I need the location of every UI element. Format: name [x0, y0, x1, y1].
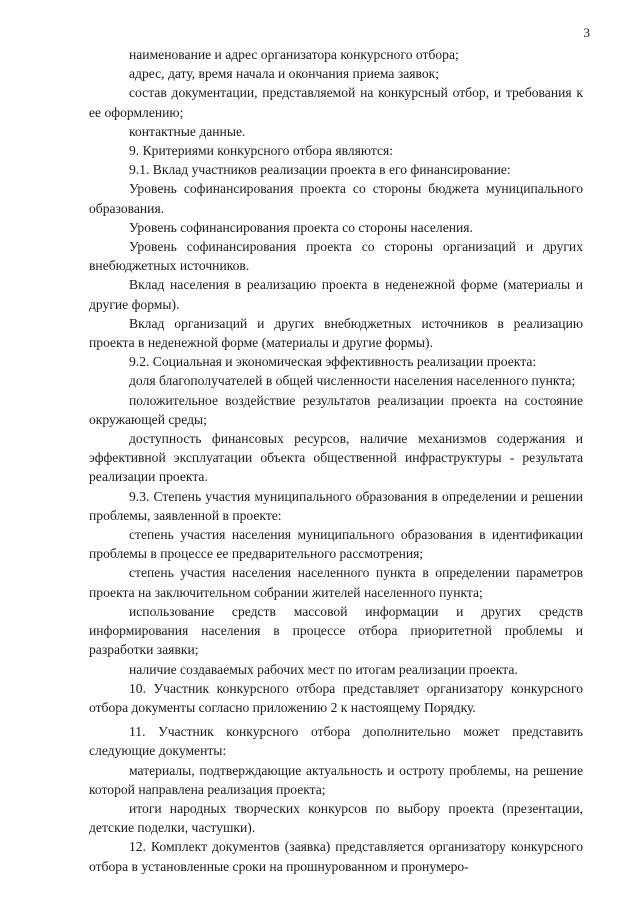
paragraph: Вклад населения в реализацию проекта в неденежной форме (материалы и другие формы). — [89, 277, 583, 312]
document-body — [89, 45, 583, 876]
paragraph: 10. Участник конкурсного отбора представляет организатору конкурсного отбора документы согласно приложению 2 к настоящему Порядку. — [89, 680, 583, 715]
paragraph: Уровень софинансирования проекта со стороны населения. — [129, 219, 473, 235]
paragraph: 11. Участник конкурсного отбора дополнительно может представить следующие документы: — [89, 724, 583, 759]
paragraph: контактные данные. — [129, 123, 246, 139]
paragraph: доступность финансовых ресурсов, наличие механизмов содержания и эффективной эксплуатации объекта общественной инфраструктуры - результата реализации проекта. — [89, 431, 583, 485]
paragraph: 9.1. Вклад участников реализации проекта в его финансирование: — [129, 162, 511, 178]
paragraph: Вклад организаций и других внебюджетных источников в реализацию проекта в неденежной форме (материалы и другие формы). — [89, 315, 583, 351]
paragraph: материалы, подтверждающие актуальность и остроту проблемы, на решение которой направлена реализация проекта; — [89, 762, 583, 797]
page-number: 3 — [583, 25, 590, 40]
paragraph: наличие создаваемых рабочих мест по итогам реализации проекта. — [129, 661, 518, 677]
paragraph: степень участия населения населенного пункта в определении параметров проекта на заключительном собрании жителей населенного пункта; — [89, 565, 583, 600]
paragraph: итоги народных творческих конкурсов по выбору проекта (презентации, детские поделки, частушки). — [89, 800, 583, 836]
paragraph: адрес, дату, время начала и окончания приема заявок; — [129, 66, 440, 82]
paragraph: наименование и адрес организатора конкурсного отбора; — [129, 47, 459, 62]
paragraph: 9. Критериями конкурсного отбора являются: — [129, 143, 394, 159]
paragraph: Уровень софинансирования проекта со стороны бюджета муниципального образования. — [89, 181, 583, 216]
paragraph: состав документации, представляемой на конкурсный отбор, и требования к ее оформлению; — [89, 85, 583, 120]
paragraph: степень участия населения муниципального образования в идентификации проблемы в процессе ее предварительного рассмотрения; — [89, 527, 583, 562]
paragraph: доля благополучателей в общей численности населения населенного пункта; — [129, 373, 576, 389]
paragraph: 9.3. Степень участия муниципального образования в определении и решении проблемы, заявленной в проекте: — [89, 488, 583, 523]
paragraph: 12. Комплект документов (заявка) представляется организатору конкурсного отбора в установленные сроки на прошнурованном и пронумеро- — [89, 839, 583, 874]
paragraph: Уровень софинансирования проекта со стороны организаций и других внебюджетных источников. — [89, 239, 583, 274]
paragraph: 9.2. Социальная и экономическая эффективность реализации проекта: — [129, 354, 537, 370]
paragraph: положительное воздействие результатов реализации проекта на состояние окружающей среды; — [89, 392, 583, 427]
paragraph: использование средств массовой информации и других средств информирования населения в процессе отбора приоритетной проблемы и разработки заявки; — [89, 603, 583, 658]
